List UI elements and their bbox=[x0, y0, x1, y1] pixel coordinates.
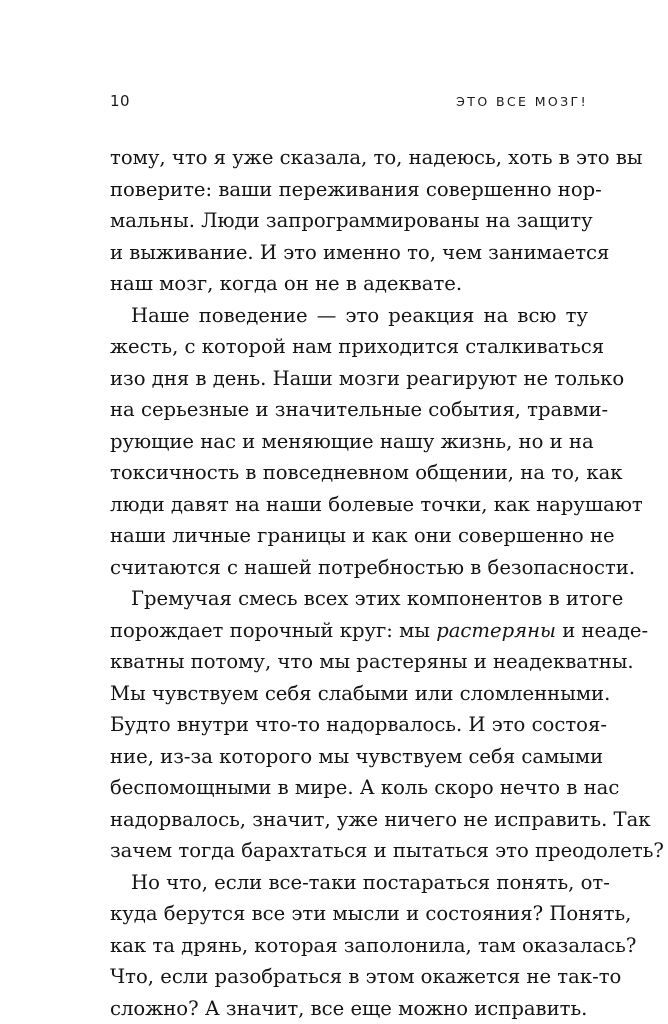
text-line: зачем тогда барахтаться и пытаться это преодолеть? bbox=[110, 835, 588, 867]
text-line: и выживание. И это именно то, чем занимается bbox=[110, 237, 588, 269]
text-line: на серьезные и значительные события, травми- bbox=[110, 394, 588, 426]
paragraph-4 bbox=[110, 867, 588, 1024]
text-line: кватны потому, что мы растеряны и неадекватны. bbox=[110, 646, 588, 678]
text-fragment: и неаде- bbox=[556, 619, 648, 642]
text-line: сложно? А значит, все еще можно исправить. bbox=[110, 993, 588, 1024]
running-head bbox=[110, 92, 588, 112]
text-line: люди давят на наши болевые точки, как нарушают bbox=[110, 489, 588, 521]
text-line bbox=[110, 615, 588, 647]
text-line: Будто внутри что-то надорвалось. И это состоя- bbox=[110, 709, 588, 741]
text-line: токсичность в повседневном общении, на то, как bbox=[110, 457, 588, 489]
text-line: Что, если разобраться в этом окажется не так-то bbox=[110, 961, 588, 993]
text-line: как та дрянь, которая заполонила, там оказалась? bbox=[110, 930, 588, 962]
text-line: беспомощными в мире. А коль скоро нечто в нас bbox=[110, 772, 588, 804]
text-line: тому, что я уже сказала, то, надеюсь, хоть в это вы bbox=[110, 142, 588, 174]
page-number: 10 bbox=[110, 92, 130, 110]
text-line: наши личные границы и как они совершенно не bbox=[110, 520, 588, 552]
text-line: поверите: ваши переживания совершенно нор- bbox=[110, 174, 588, 206]
text-line: жесть, с которой нам приходится сталкиваться bbox=[110, 331, 588, 363]
text-line: наш мозг, когда он не в адеквате. bbox=[110, 268, 588, 300]
text-fragment: порождает порочный круг: мы bbox=[110, 619, 436, 642]
text-line: Мы чувствуем себя слабыми или сломленными. bbox=[110, 678, 588, 710]
text-line: считаются с нашей потребностью в безопасности. bbox=[110, 552, 588, 584]
paragraph-3 bbox=[110, 583, 588, 867]
body-text bbox=[110, 142, 588, 1024]
text-line: Но что, если все-таки постараться понять, от- bbox=[110, 867, 588, 899]
text-line: куда берутся все эти мысли и состояния? Понять, bbox=[110, 898, 588, 930]
book-title: ЭТО ВСЕ МОЗГ! bbox=[456, 94, 588, 109]
text-line: мальны. Люди запрограммированы на защиту bbox=[110, 205, 588, 237]
paragraph-1 bbox=[110, 142, 588, 300]
text-line: Гремучая смесь всех этих компонентов в итоге bbox=[110, 583, 588, 615]
text-line: Наше поведение — это реакция на всю ту bbox=[110, 300, 588, 332]
paragraph-2 bbox=[110, 300, 588, 584]
text-line: надорвалось, значит, уже ничего не исправить. Так bbox=[110, 804, 588, 836]
text-line: изо дня в день. Наши мозги реагируют не только bbox=[110, 363, 588, 395]
text-line: ние, из-за которого мы чувствуем себя самыми bbox=[110, 741, 588, 773]
text-line: рующие нас и меняющие нашу жизнь, но и на bbox=[110, 426, 588, 458]
emphasis-text: растеряны bbox=[436, 619, 556, 642]
